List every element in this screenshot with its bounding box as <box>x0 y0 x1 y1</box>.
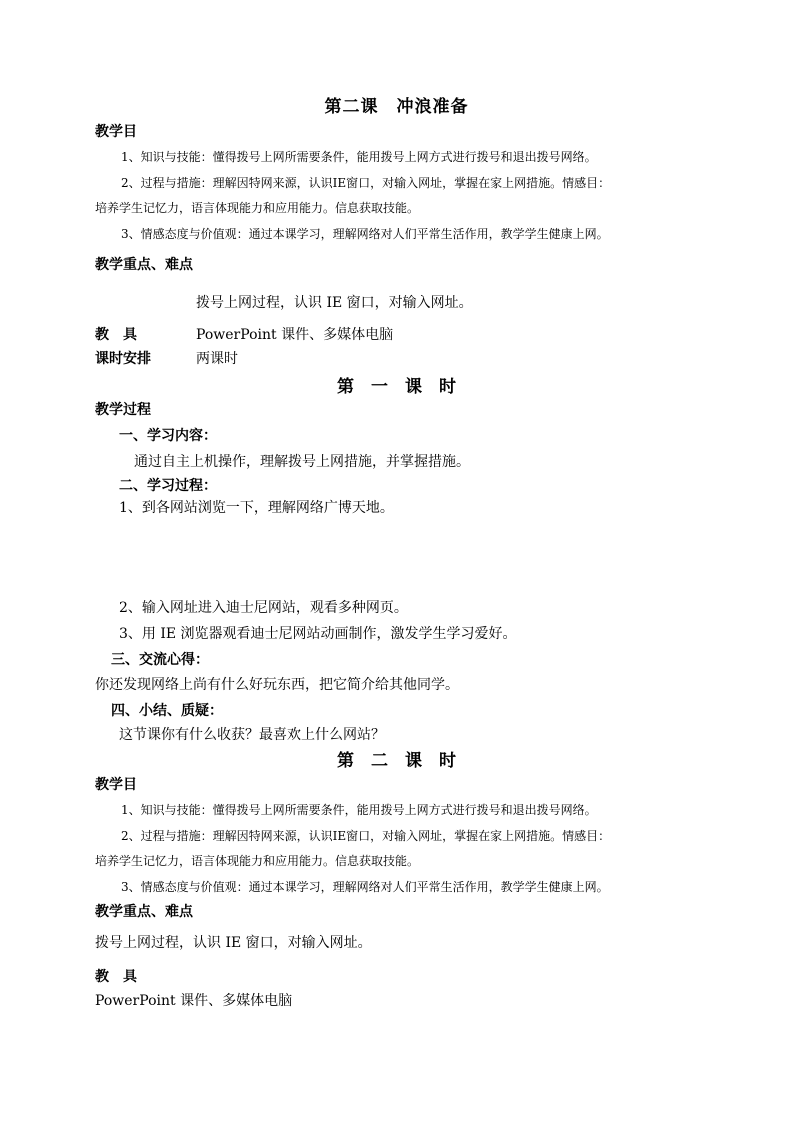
lesson2-objective-item-3: 3、情感态度与价值观：通过本课学习，理解网络对人们平常生活作用，教学学生健康上网。 <box>121 880 609 894</box>
schedule-value: 两课时 <box>196 351 238 367</box>
lesson2-objective-item-2-continued: 培养学生记忆力，语言体现能力和应用能力。信息获取技能。 <box>95 854 420 868</box>
lesson1-title: 第 一 课 时 <box>337 377 456 397</box>
tools-label: 教 具 <box>95 327 137 343</box>
lesson-title: 第二课 冲浪准备 <box>324 97 469 117</box>
objective-item-2: 2、过程与措施：理解因特网来源，认识IE窗口，对输入网址，掌握在家上网措施。情感目： <box>121 176 611 190</box>
lesson2-keypoints-heading: 教学重点、难点 <box>95 904 193 920</box>
lesson2-objective-item-1: 1、知识与技能：懂得拨号上网所需要条件，能用拨号上网方式进行拨号和退出拨号网络。 <box>121 803 597 817</box>
objective-item-2-continued: 培养学生记忆力，语言体现能力和应用能力。信息获取技能。 <box>95 201 420 215</box>
step-3: 3、用 IE 浏览器观看迪士尼网站动画制作，激发学生学习爱好。 <box>119 626 517 642</box>
process-heading: 教学过程 <box>95 402 151 418</box>
lesson2-tools-value: PowerPoint 课件、多媒体电脑 <box>95 993 293 1009</box>
section1-heading: 一、学习内容： <box>119 428 217 444</box>
keypoints-heading: 教学重点、难点 <box>95 257 193 273</box>
section4-heading: 四、小结、质疑： <box>111 703 223 719</box>
tools-value: PowerPoint 课件、多媒体电脑 <box>196 327 394 343</box>
objective-item-1: 1、知识与技能：懂得拨号上网所需要条件，能用拨号上网方式进行拨号和退出拨号网络。 <box>121 150 597 164</box>
section3-heading: 三、交流心得： <box>111 652 209 668</box>
lesson2-tools-label: 教 具 <box>95 969 137 985</box>
section1-text: 通过自主上机操作，理解拨号上网措施，并掌握措施。 <box>134 454 470 470</box>
schedule-label: 课时安排 <box>95 351 151 367</box>
lesson2-objective-item-2: 2、过程与措施：理解因特网来源，认识IE窗口，对输入网址，掌握在家上网措施。情感目： <box>121 829 611 843</box>
section4-text: 这节课你有什么收获？最喜欢上什么网站？ <box>119 727 385 743</box>
objectives-heading: 教学目 <box>95 124 137 140</box>
lesson2-keypoints-text: 拨号上网过程，认识 IE 窗口，对输入网址。 <box>95 935 372 951</box>
lesson2-objectives-heading: 教学目 <box>95 777 137 793</box>
keypoints-text: 拨号上网过程，认识 IE 窗口，对输入网址。 <box>196 295 473 311</box>
step-2: 2、输入网址进入迪士尼网站，观看多种网页。 <box>119 600 408 616</box>
section3-text: 你还发现网络上尚有什么好玩东西，把它简介给其他同学。 <box>95 677 459 693</box>
lesson2-title: 第 二 课 时 <box>337 751 456 771</box>
step-1: 1、到各网站浏览一下，理解网络广博天地。 <box>119 500 394 516</box>
section2-heading: 二、学习过程： <box>119 478 217 494</box>
objective-item-3: 3、情感态度与价值观：通过本课学习，理解网络对人们平常生活作用，教学学生健康上网。 <box>121 227 609 241</box>
